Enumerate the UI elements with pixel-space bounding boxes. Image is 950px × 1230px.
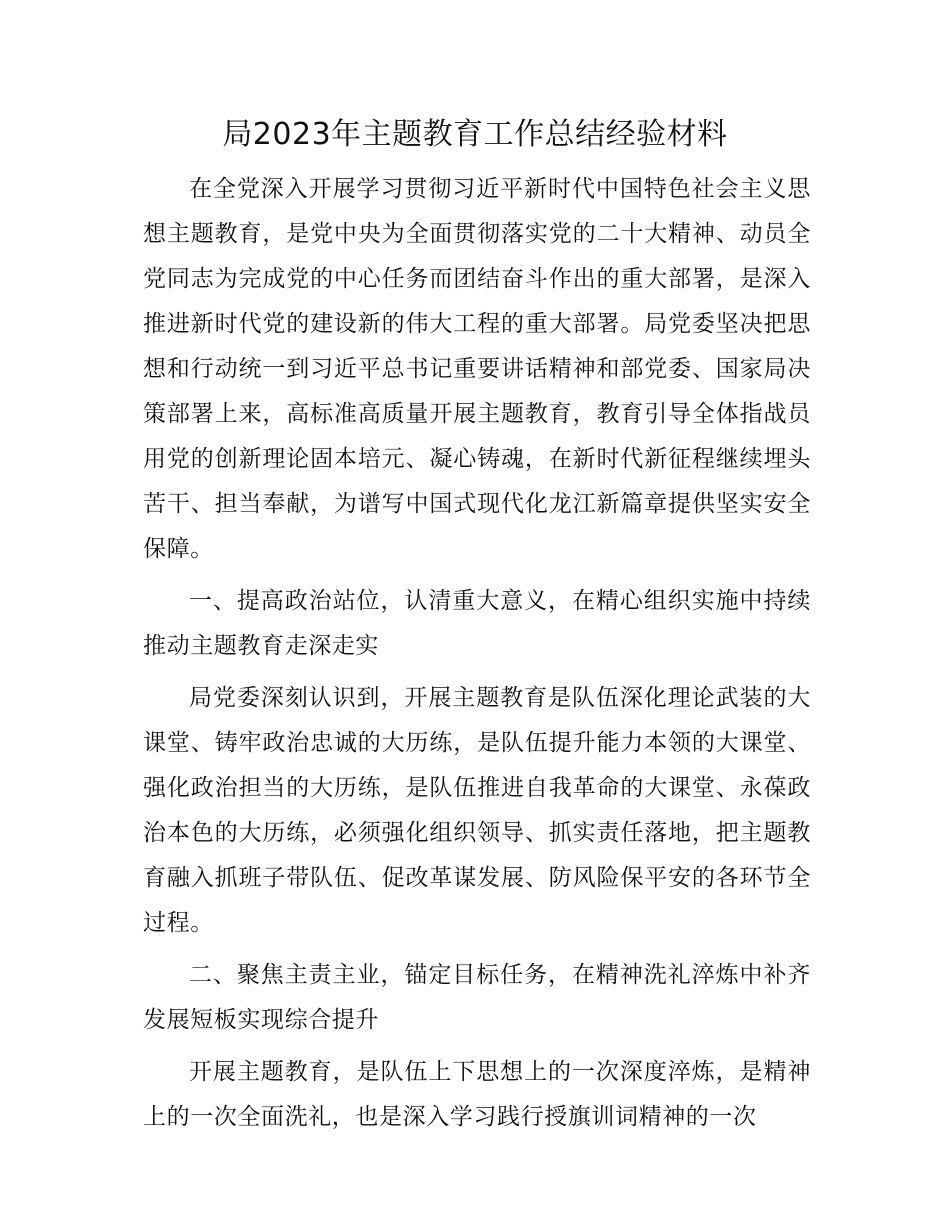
section-1-paragraph: 局党委深刻认识到，开展主题教育是队伍深化理论武装的大课堂、铸牢政治忠诚的大历练，是队伍提升能力本领的大课堂、强化政治担当的大历练，是队伍推进自我革命的大课堂、永葆政治本色的大历练，必须强化组织领导、抓实责任落地，把主题教育融入抓班子带队伍、促改革谋发展、防风险保平安的各环节全过程。 (143, 685, 811, 936)
document-body (143, 167, 811, 1147)
section-heading-2: 二、聚焦主责主业，锚定目标任务，在精神洗礼淬炼中补齐发展短板实现综合提升 (143, 962, 811, 1033)
section-2-paragraph: 开展主题教育，是队伍上下思想上的一次深度淬炼，是精神上的一次全面洗礼，也是深入学习践行授旗训词精神的一次 (143, 1059, 811, 1130)
document-title: 局2023年主题教育工作总结经验材料 (222, 117, 728, 152)
section-heading-1: 一、提高政治站位，认清重大意义，在精心组织实施中持续推动主题教育走深走实 (143, 588, 811, 659)
intro-paragraph: 在全党深入开展学习贯彻习近平新时代中国特色社会主义思想主题教育，是党中央为全面贯彻落实党的二十大精神、动员全党同志为完成党的中心任务而团结奋斗作出的重大部署，是深入推进新时代党的建设新的伟大工程的重大部署。局党委坚决把思想和行动统一到习近平总书记重要讲话精神和部党委、国家局决策部署上来，高标准高质量开展主题教育，教育引导全体指战员用党的创新理论固本培元、凝心铸魂，在新时代新征程继续埋头苦干、担当奉献，为谱写中国式现代化龙江新篇章提供坚实安全保障。 (143, 176, 811, 562)
